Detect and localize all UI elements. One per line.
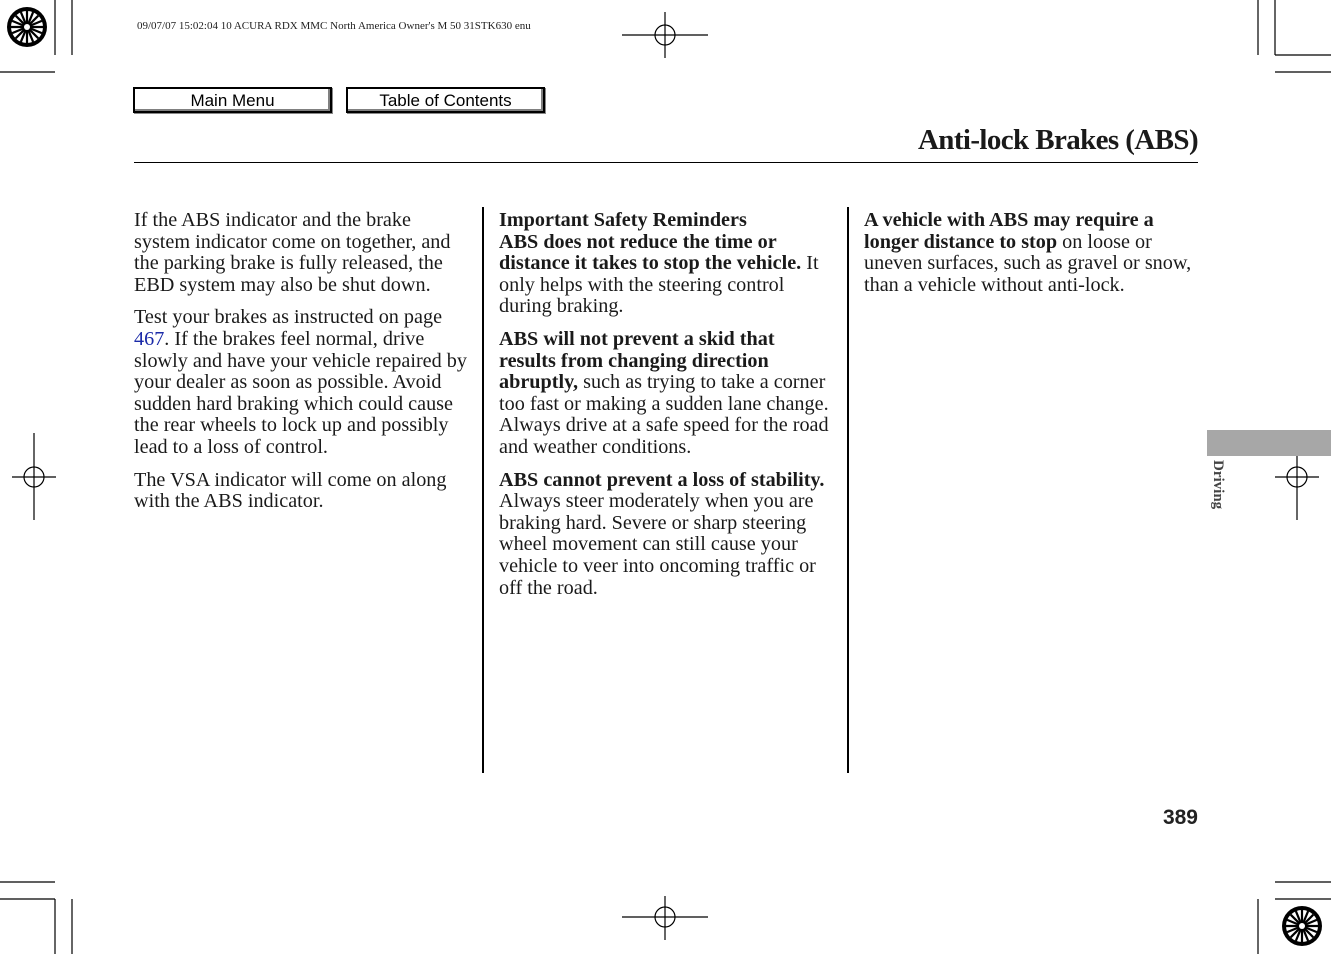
- page-title: Anti-lock Brakes (ABS): [917, 124, 1198, 156]
- bottom-right-starburst-icon: [1282, 906, 1322, 946]
- column-1: [134, 210, 469, 524]
- paragraph: [134, 307, 469, 458]
- page-link[interactable]: 467: [134, 327, 165, 350]
- section-heading: Important Safety Reminders: [499, 209, 747, 231]
- paragraph: If the ABS indicator and the brake system indicator come on together, and the parking brake is fully released, the EBD system may also be shut down.: [134, 209, 451, 296]
- paragraph-text: on loose or uneven surfaces, such as gravel or snow, than a vehicle without anti-lock.: [864, 230, 1192, 296]
- top-left-starburst-icon: [7, 7, 47, 47]
- column-divider: [847, 207, 849, 773]
- top-right-crop-marks: [1258, 0, 1331, 72]
- paragraph: The VSA indicator will come on along with the ABS indicator.: [134, 468, 447, 513]
- column-2: [499, 210, 829, 610]
- column-3: [864, 210, 1194, 307]
- bold-lead: ABS does not reduce the time or distance it takes to stop the vehicle.: [499, 230, 802, 275]
- table-of-contents-button[interactable]: Table of Contents: [346, 87, 545, 113]
- print-header: 09/07/07 15:02:04 10 ACURA RDX MMC North America Owner's M 50 31STK630 enu: [137, 20, 531, 32]
- paragraph-text: It only helps with the steering control during braking.: [499, 252, 819, 318]
- page-number: 389: [1162, 806, 1198, 829]
- paragraph-text: such as trying to take a corner too fast or making a sudden lane change. Always drive at a safe speed for the road and weather conditions.: [499, 371, 829, 458]
- side-tab: [1207, 430, 1331, 456]
- title-divider: [134, 162, 1198, 163]
- paragraph: [499, 329, 829, 459]
- paragraph-text: Test your brakes as instructed on page: [134, 306, 443, 329]
- top-center-crosshair-icon: [622, 12, 708, 58]
- column-divider: [482, 207, 484, 773]
- side-tab-label: Driving: [1210, 460, 1226, 510]
- paragraph: [499, 210, 829, 318]
- left-middle-crosshair-icon: [12, 433, 56, 520]
- bold-lead: A vehicle with ABS may require a longer distance to stop: [864, 209, 1154, 253]
- paragraph: [499, 470, 829, 600]
- bottom-center-crosshair-icon: [622, 896, 708, 940]
- paragraph: [864, 210, 1194, 296]
- bottom-left-crop-marks: [0, 882, 72, 954]
- bold-lead: ABS will not prevent a skid that results from changing direction abruptly,: [499, 327, 775, 394]
- bold-lead: ABS cannot prevent a loss of stability.: [499, 468, 825, 491]
- paragraph-text: Always steer moderately when you are braking hard. Severe or sharp steering wheel movement can still cause your vehicle to veer into oncoming traffic or off the road.: [499, 490, 816, 599]
- main-menu-button[interactable]: Main Menu: [133, 87, 332, 113]
- paragraph-text: . If the brakes feel normal, drive slowly and have your vehicle repaired by your dealer as soon as possible. Avoid sudden hard braking which could cause the rear wheels to lock up and possibly lead to a loss of control.: [134, 327, 467, 458]
